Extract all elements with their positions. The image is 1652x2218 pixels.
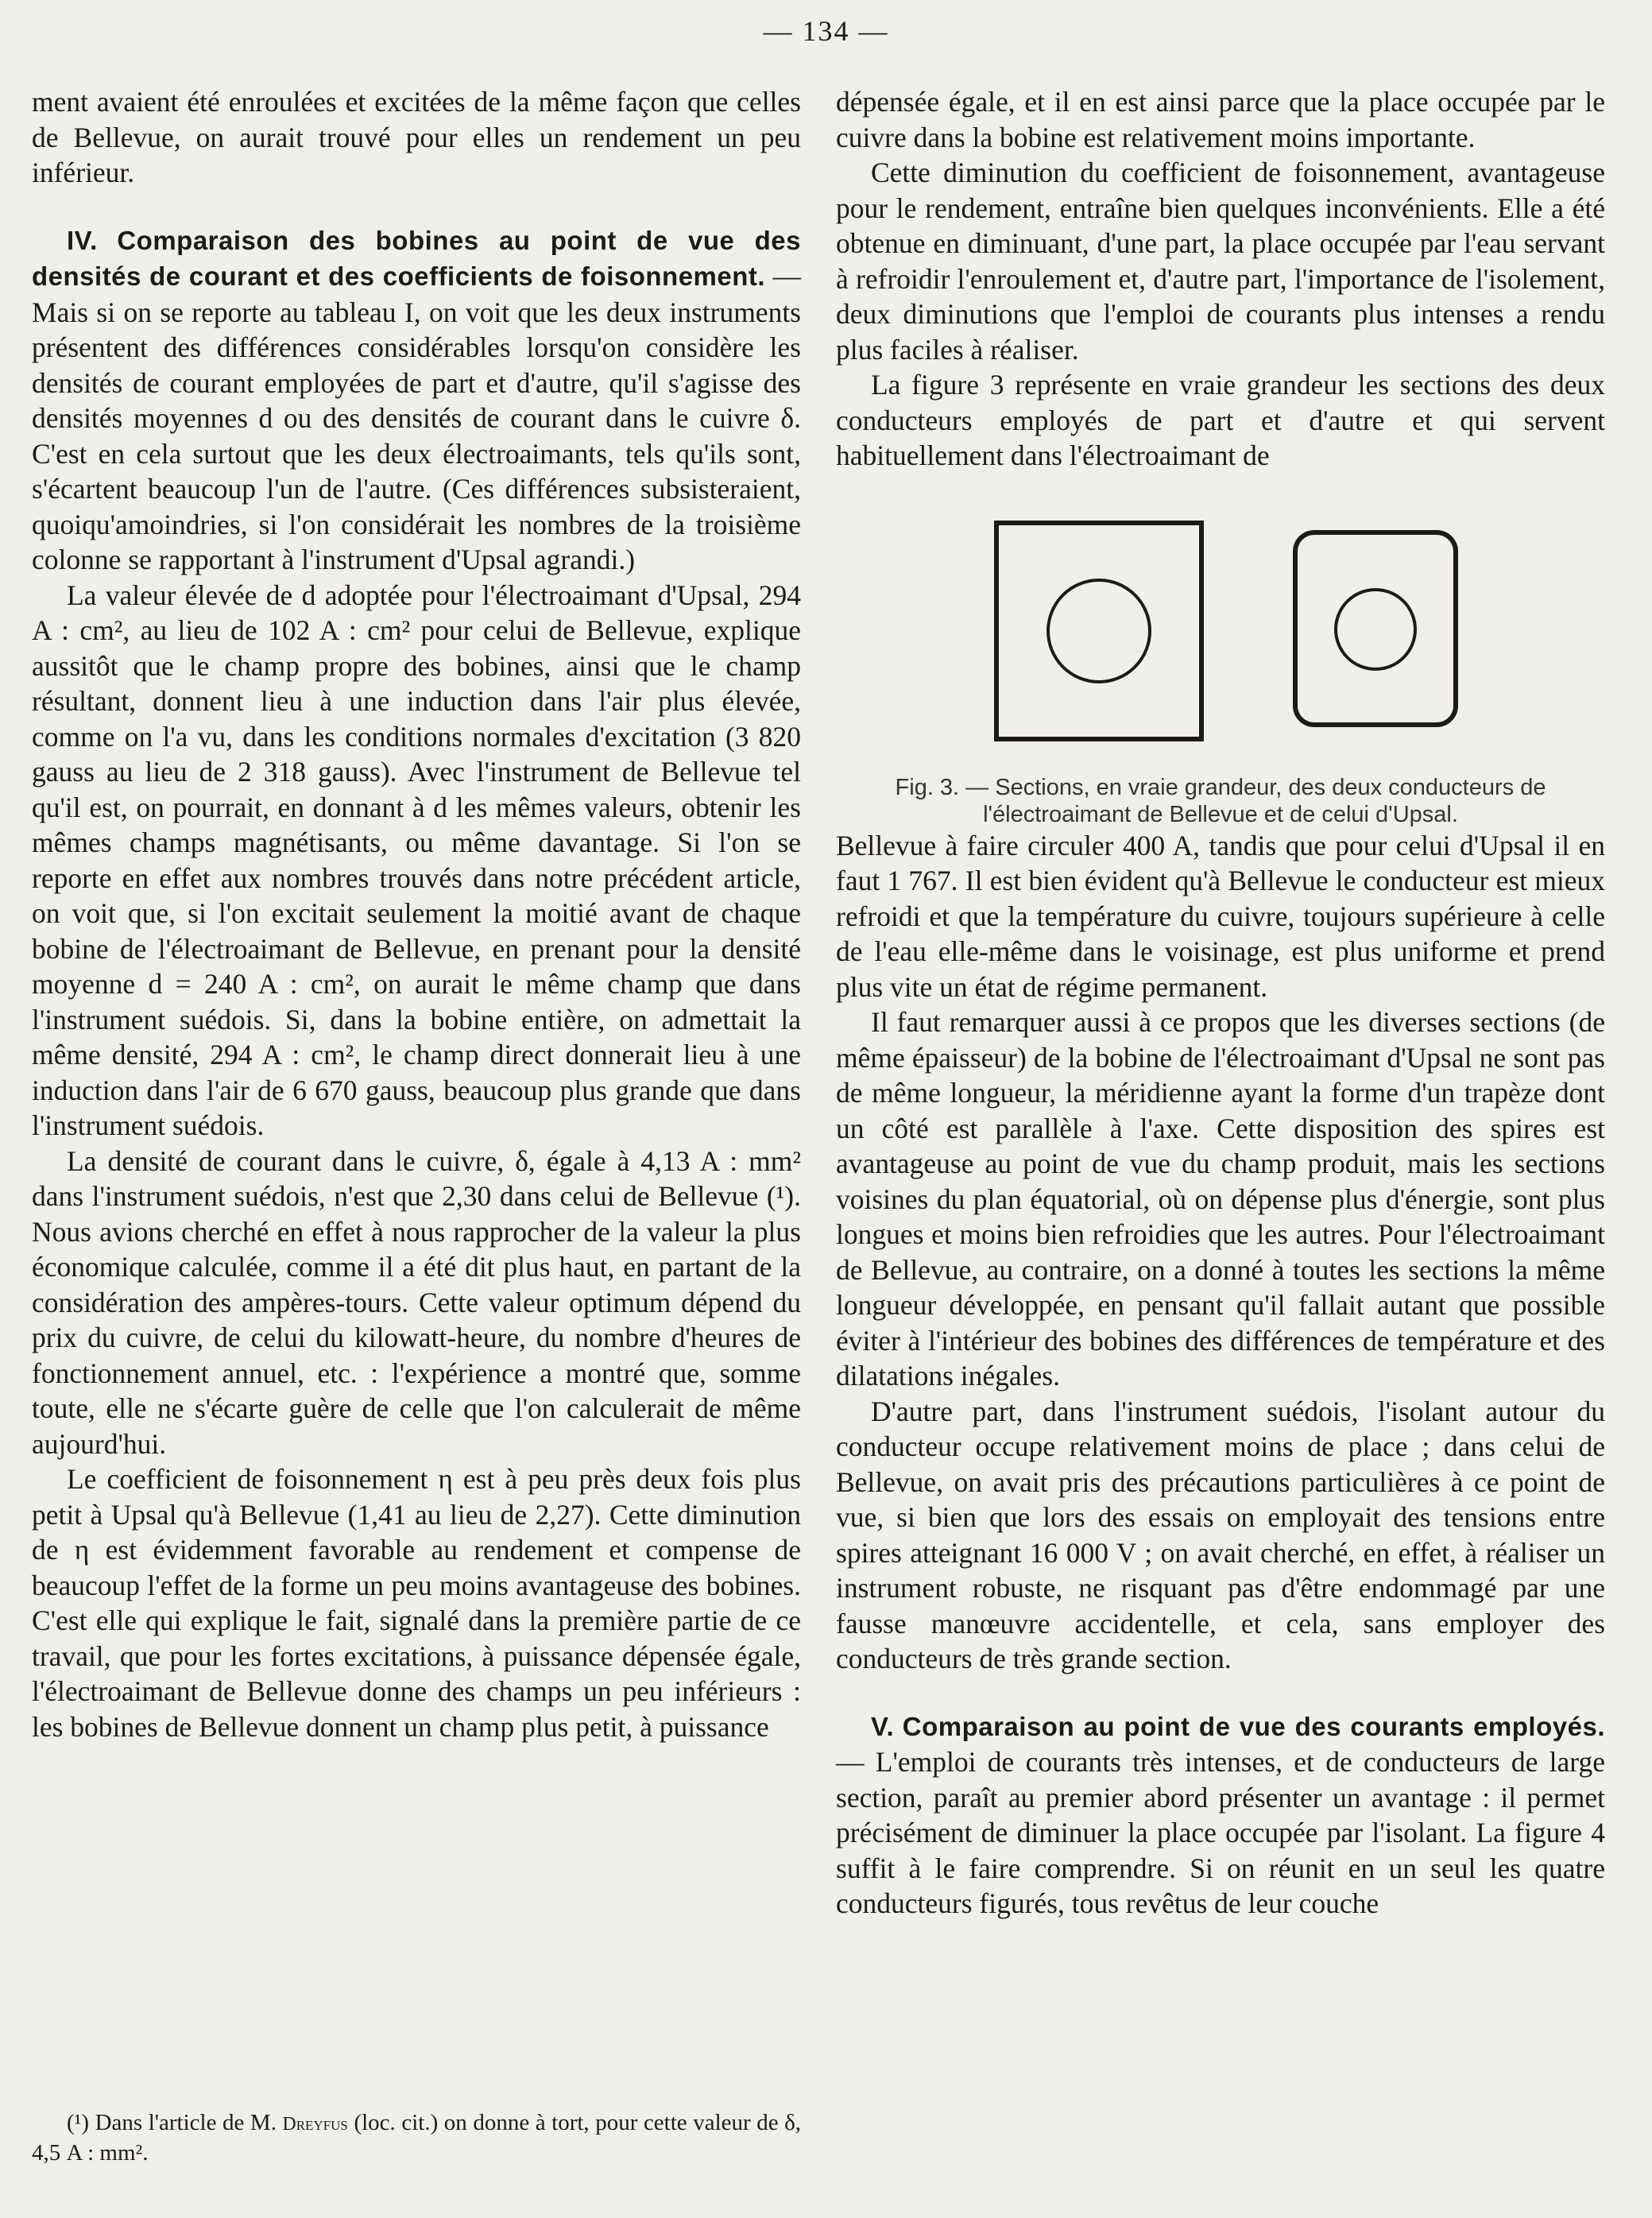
section-v-text: — L'emploi de courants très intenses, et de conducteurs de large section, paraît au premier abord présenter un avantage : il permet précisément de diminuer la place occupée par l'isolant. La figure 4 suffit à le faire comprendre. Si on réunit en un seul les quatre conducteurs figurés, tous revêtus de leur couche	[836, 1746, 1605, 1919]
footnote-text: (loc. cit.) on donne à tort, pour cette valeur de δ, 4,5 A : mm².	[32, 2110, 802, 2166]
paragraph: La figure 3 représente en vraie grandeur les sections des deux conducteurs employés de part et d'autre et qui servent habituellement dans l'électroaimant de	[836, 369, 1605, 471]
section-v-paragraph	[836, 1709, 1605, 1922]
section-iv-heading: Comparaison des bobines au point de vue des densités de courant et des coefficients de foisonnement.	[32, 225, 801, 291]
figure-3	[836, 491, 1605, 774]
paragraph: La valeur élevée de d adoptée pour l'électroaimant d'Upsal, 294 A : cm², au lieu de 102 A : cm² pour celui de Bellevue, explique aussitôt que le champ propre des bobines, ainsi que le champ résultant, donnent lieu à une induction dans l'air plus élevée, comme on l'a vu, dans les conditions normales d'excitation (3 820 gauss au lieu de 2 318 gauss). Avec l'instrument de Bellevue tel qu'il est, on pourrait, en donnant à d les mêmes valeurs, obtenir les mêmes champs magnétisants, ou même davantage. Si l'on se reporte en effet aux nombres trouvés dans notre précédent article, on voit que, si l'on excitait seulement la moitié avant de chaque bobine de l'électroaimant de Bellevue, en prenant pour la densité moyenne d = 240 A : cm², on aurait le même champ que dans l'instrument suédois. Si, dans la bobine entière, on admettait la même densité, 294 A : cm², le champ direct donnerait lieu à une induction dans l'air de 6 670 gauss, beaucoup plus grande que dans l'instrument suédois.	[32, 579, 801, 1141]
figure-3-drawing	[836, 491, 1605, 774]
paragraph: dépensée égale, et il en est ainsi parce que la place occupée par le cuivre dans la bobine est relativement moins importante.	[836, 86, 1605, 153]
paragraph: Cette diminution du coefficient de foisonnement, avantageuse pour le rendement, entraîne bien quelques inconvénients. Elle a été obtenue en diminuant, d'une part, la place occupée par l'eau servant à refroidir l'enroulement et, d'autre part, l'importance de l'isolement, deux diminutions que l'emploi de courants plus intenses a rendu plus faciles à réaliser.	[836, 157, 1605, 366]
paragraph: Le coefficient de foisonnement η est à peu près deux fois plus petit à Upsal qu'à Bellevue (1,41 au lieu de 2,27). Cette diminution de η est évidemment favorable au rendement et compense de beaucoup l'effet de la forme un peu moins avantageuse des bobines. C'est elle qui explique le fait, signalé dans la première partie de ce travail, que pour les fortes excitations, à puissance dépensée égale, l'électroaimant de Bellevue donne des champs un peu inférieurs : les bobines de Bellevue donnent un champ plus petit, à puissance	[32, 1463, 801, 1743]
section-iv-number: IV.	[67, 225, 98, 255]
paragraph: D'autre part, dans l'instrument suédois, l'isolant autour du conducteur occupe relativement moins de place ; dans celui de Bellevue, on avait pris des précautions particulières à ce point de vue, si bien que lors des essais on employait des tensions entre spires atteignant 16 000 V ; on avait cherché, en effet, à réaliser un instrument robuste, ne risquant pas d'être endommagé par une fausse manœuvre accidentelle, et cela, sans employer des conducteurs de très grande section.	[836, 1395, 1605, 1674]
footnote	[32, 2108, 801, 2167]
page-number: — 134 —	[763, 15, 889, 47]
paragraph: Bellevue à faire circuler 400 A, tandis que pour celui d'Upsal il en faut 1 767. Il est bien évident qu'à Bellevue le conducteur est mieux refroidi et que la température du cuivre, toujours supérieure à celle de l'eau elle-même dans le voisinage, est plus uniforme et prend plus vite un état de régime permanent.	[836, 829, 1605, 1003]
section-iv-text: — Mais si on se reporte au tableau I, on voit que les deux instruments présentent des différences considérables lorsqu'on considère les densités de courant employées de part et d'autre, qu'il s'agisse des densités moyennes d ou des densités de courant dans le cuivre δ. C'est en cela surtout que les deux électroaimants, tels qu'ils sont, s'écartent beaucoup l'un de l'autre. (Ces différences subsisteraient, quoiqu'amoindries, si l'on considérait les nombres de la troisième colonne se rapportant à l'instrument d'Upsal agrandi.)	[32, 260, 801, 575]
paragraph: ment avaient été enroulées et excitées de la même façon que celles de Bellevue, on aurait trouvé pour elles un rendement un peu inférieur.	[32, 86, 801, 188]
left-column	[32, 84, 801, 1744]
upsal-water-channel	[1336, 590, 1415, 669]
section-iv-paragraph	[32, 223, 801, 578]
upsal-conductor-section	[1295, 532, 1456, 725]
section-v-heading: Comparaison au point de vue des courants employés.	[902, 1711, 1605, 1741]
paragraph: La densité de courant dans le cuivre, δ, égale à 4,13 A : mm² dans l'instrument suédois, n'est que 2,30 dans celui de Bellevue (¹). Nous avions cherché en effet à nous rapprocher de la valeur la plus économique calculée, comme il a été dit plus haut, en partant de la considération des ampères-tours. Cette valeur optimum dépend du prix du cuivre, de celui du kilowatt-heure, du nombre d'heures de fonctionnement annuel, etc. : l'expérience a montré que, somme toute, elle ne s'écarte guère de celle que l'on calculerait de même aujourd'hui.	[32, 1144, 801, 1460]
bellevue-water-channel	[1048, 580, 1150, 682]
section-v-number: V.	[871, 1711, 895, 1741]
right-column	[836, 84, 1605, 1922]
footnote-author: Dreyfus	[282, 2114, 348, 2135]
bellevue-conductor-section	[996, 523, 1201, 739]
figure-caption: Fig. 3. — Sections, en vraie grandeur, des deux conducteurs de l'électroaimant de Bellevue et de celui d'Upsal.	[895, 774, 1546, 827]
footnote-marker: (¹)	[67, 2110, 90, 2135]
footnote-text: Dans l'article de M.	[95, 2110, 277, 2135]
paragraph: Il faut remarquer aussi à ce propos que les diverses sections (de même épaisseur) de la bobine de l'électroaimant d'Upsal ne sont pas de même longueur, la méridienne ayant la forme d'un trapèze dont un côté est parallèle à l'axe. Cette disposition des spires est avantageuse au point de vue du champ produit, mais les sections voisines du plan équatorial, où on dépense plus d'énergie, sont plus longues et moins bien refroidies que les autres. Pour l'électroaimant de Bellevue, au contraire, on a donné à toutes les sections la même longueur développée, en pensant qu'il fallait autant que possible éviter à l'intérieur des bobines des différences de température et des dilatations inégales.	[836, 1006, 1605, 1392]
